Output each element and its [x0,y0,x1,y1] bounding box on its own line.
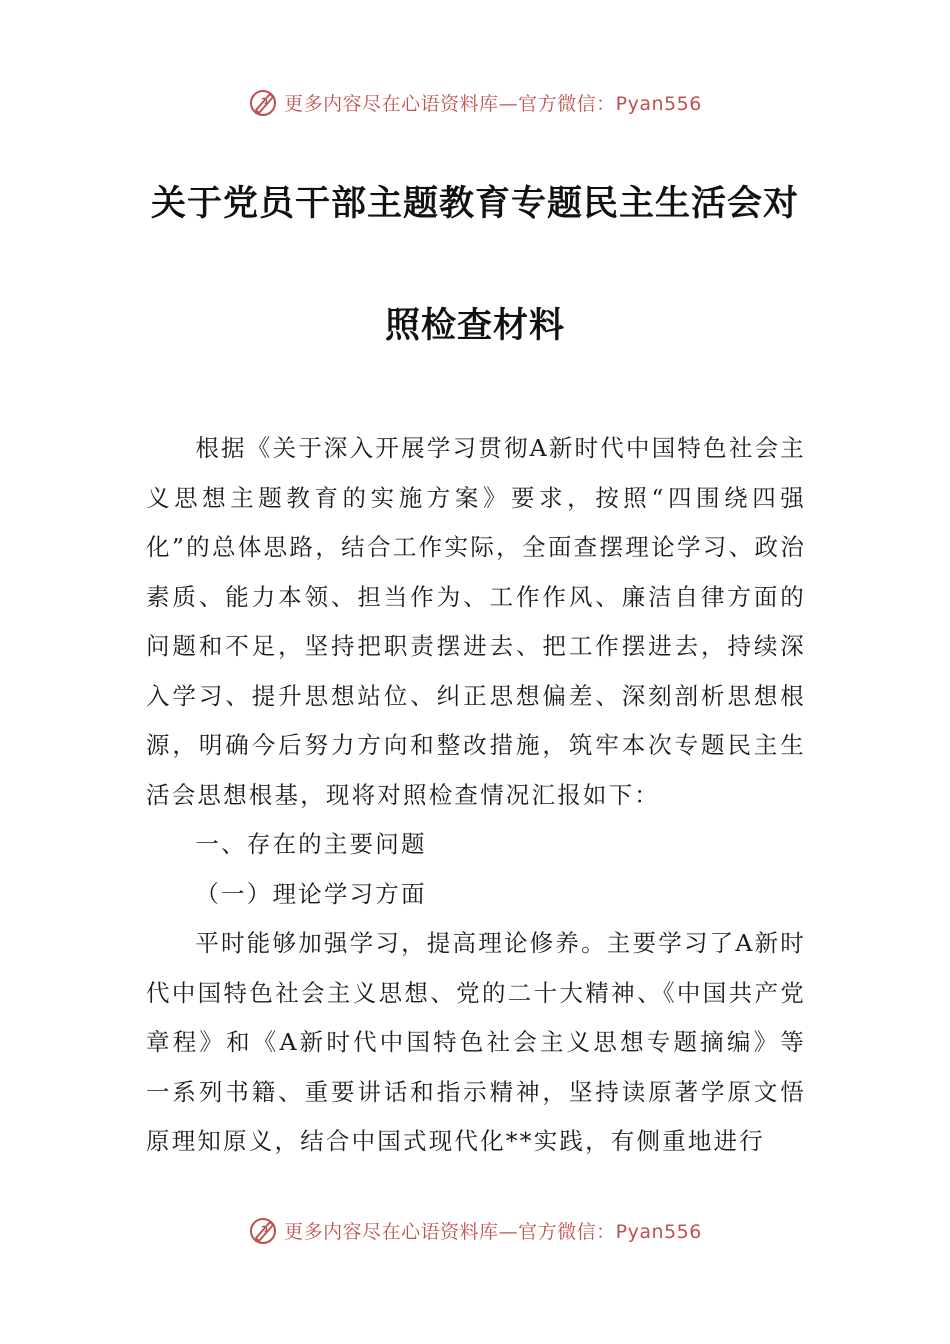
subsection-heading: （一）理论学习方面 [195,879,427,908]
theory-study-paragraph: 平时能够加强学习，提高理论修养。主要学习了A新时代中国特色社会主义思想、党的二十大精神、《中国共产党章程》和《A新时代中国特色社会主义思想专题摘编》等一系列书籍、重要讲话和指示精神，坚持读原著学原文悟原理知原义，结合中国式现代化**实践，有侧重地进行 [146,929,806,1155]
watermark-banner-bottom [0,1210,950,1250]
document-title-line-2: 照检查材料 [384,306,565,346]
watermark-text: 更多内容尽在心语资料库—官方微信：Pyan556 [284,1220,702,1243]
document-body [146,424,806,1167]
watermark-text: 更多内容尽在心语资料库—官方微信：Pyan556 [284,92,702,115]
document-title-line-1: 关于党员干部主题教育专题民主生活会对 [150,184,799,224]
pen-logo-icon [248,86,280,118]
wechat-id: Pyan556 [615,92,702,115]
pen-logo-icon [248,1214,280,1246]
intro-paragraph: 根据《关于深入开展学习贯彻A新时代中国特色社会主义思想主题教育的实施方案》要求，按照“四围绕四强化”的总体思路，结合工作实际，全面查摆理论学习、政治素质、能力本领、担当作为、工作作风、廉洁自律方面的问题和不足，坚持把职责摆进去、把工作摆进去，持续深入学习、提升思想站位、纠正思想偏差、深刻剖析思想根源，明确今后努力方向和整改措施，筑牢本次专题民主生活会思想根基，现将对照检查情况汇报如下： [146,434,806,809]
watermark-banner-top [0,82,950,122]
section-heading: 一、存在的主要问题 [195,830,427,858]
wechat-id: Pyan556 [615,1220,702,1243]
